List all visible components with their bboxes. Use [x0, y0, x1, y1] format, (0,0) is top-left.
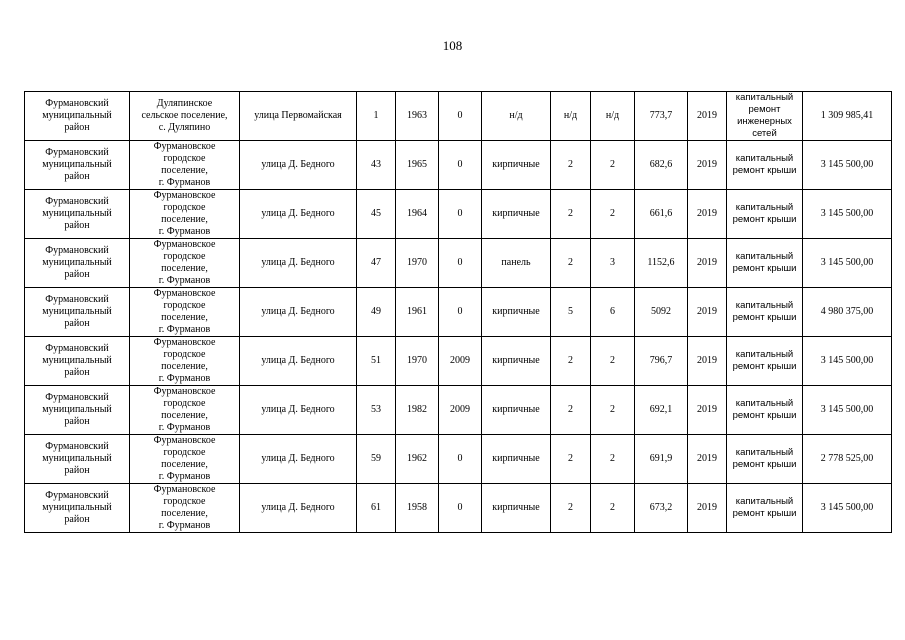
work-type-cell-line: капитальный	[735, 153, 794, 164]
settlement-cell-line: Фурмановское	[153, 435, 216, 446]
area-cell: 5092	[635, 288, 688, 337]
plan-year-cell: 2019	[688, 337, 727, 386]
district-cell	[25, 484, 130, 533]
area-cell: 661,6	[635, 190, 688, 239]
district-cell-line: район	[64, 514, 90, 525]
settlement-cell-line: г. Фурманов	[158, 177, 211, 188]
district-cell-line: муниципальный	[42, 453, 112, 464]
year-overhaul-cell: 0	[439, 141, 482, 190]
district-cell-line: Фурмановский	[45, 392, 109, 403]
settlement-cell-line: г. Фурманов	[158, 324, 211, 335]
table-row	[25, 337, 892, 386]
table-row	[25, 386, 892, 435]
house-number-cell: 59	[357, 435, 396, 484]
district-cell-line: муниципальный	[42, 110, 112, 121]
district-cell-line: муниципальный	[42, 502, 112, 513]
work-type-cell-line: ремонт крыши	[732, 263, 797, 274]
table-row	[25, 92, 892, 141]
house-number-cell: 61	[357, 484, 396, 533]
cost-cell: 2 778 525,00	[803, 435, 892, 484]
district-cell	[25, 141, 130, 190]
settlement-cell-line: г. Фурманов	[158, 520, 211, 531]
work-type-cell-line: инженерных	[737, 116, 792, 127]
settlement-cell-line: поселение,	[161, 361, 208, 372]
work-type-cell-line: капитальный	[735, 202, 794, 213]
year-built-cell: 1964	[396, 190, 439, 239]
cost-cell: 3 145 500,00	[803, 386, 892, 435]
district-cell-line: Фурмановский	[45, 147, 109, 158]
entrances-cell: 2	[591, 337, 635, 386]
settlement-cell-line: Фурмановское	[153, 239, 216, 250]
wall-material-cell: н/д	[482, 92, 551, 141]
district-cell-line: район	[64, 122, 90, 133]
district-cell-line: муниципальный	[42, 257, 112, 268]
street-cell: улица Д. Бедного	[240, 288, 357, 337]
settlement-cell-line: Фурмановское	[153, 190, 216, 201]
year-built-cell: 1958	[396, 484, 439, 533]
wall-material-cell: кирпичные	[482, 190, 551, 239]
floors-cell: 2	[551, 484, 591, 533]
district-cell-line: муниципальный	[42, 306, 112, 317]
settlement-cell	[130, 386, 240, 435]
district-cell	[25, 288, 130, 337]
entrances-cell: 2	[591, 484, 635, 533]
house-number-cell: 49	[357, 288, 396, 337]
district-cell-line: район	[64, 318, 90, 329]
area-cell: 1152,6	[635, 239, 688, 288]
district-cell	[25, 337, 130, 386]
year-built-cell: 1962	[396, 435, 439, 484]
settlement-cell-line: поселение,	[161, 165, 208, 176]
work-type-cell-line: ремонт крыши	[732, 459, 797, 470]
street-cell: улица Первомайская	[240, 92, 357, 141]
settlement-cell	[130, 141, 240, 190]
settlement-cell	[130, 337, 240, 386]
work-type-cell-line: ремонт крыши	[732, 165, 797, 176]
settlement-cell-line: городское	[163, 398, 206, 409]
work-type-cell-line: капитальный	[735, 92, 794, 103]
plan-year-cell: 2019	[688, 386, 727, 435]
year-overhaul-cell: 0	[439, 92, 482, 141]
plan-year-cell: 2019	[688, 141, 727, 190]
street-cell: улица Д. Бедного	[240, 337, 357, 386]
year-built-cell: 1963	[396, 92, 439, 141]
house-number-cell: 1	[357, 92, 396, 141]
floors-cell: 2	[551, 386, 591, 435]
settlement-cell-line: Фурмановское	[153, 386, 216, 397]
plan-year-cell: 2019	[688, 435, 727, 484]
work-type-cell-line: ремонт крыши	[732, 361, 797, 372]
cost-cell: 3 145 500,00	[803, 190, 892, 239]
street-cell: улица Д. Бедного	[240, 386, 357, 435]
settlement-cell-line: Фурмановское	[153, 288, 216, 299]
area-cell: 673,2	[635, 484, 688, 533]
plan-year-cell: 2019	[688, 190, 727, 239]
work-type-cell-line: сетей	[752, 128, 777, 139]
house-number-cell: 53	[357, 386, 396, 435]
settlement-cell-line: г. Фурманов	[158, 373, 211, 384]
settlement-cell-line: городское	[163, 300, 206, 311]
district-cell-line: Фурмановский	[45, 343, 109, 354]
year-overhaul-cell: 0	[439, 435, 482, 484]
settlement-cell-line: Дуляпинское	[156, 98, 213, 109]
table-row	[25, 484, 892, 533]
district-cell-line: Фурмановский	[45, 490, 109, 501]
floors-cell: 5	[551, 288, 591, 337]
district-cell-line: район	[64, 367, 90, 378]
district-cell	[25, 239, 130, 288]
settlement-cell-line: Фурмановское	[153, 141, 216, 152]
settlement-cell-line: поселение,	[161, 459, 208, 470]
area-cell: 691,9	[635, 435, 688, 484]
table-row	[25, 141, 892, 190]
work-type-cell	[727, 288, 803, 337]
settlement-cell-line: г. Фурманов	[158, 471, 211, 482]
area-cell: 773,7	[635, 92, 688, 141]
district-cell-line: муниципальный	[42, 404, 112, 415]
wall-material-cell: панель	[482, 239, 551, 288]
settlement-cell-line: поселение,	[161, 263, 208, 274]
district-cell-line: Фурмановский	[45, 441, 109, 452]
floors-cell: 2	[551, 190, 591, 239]
work-type-cell-line: капитальный	[735, 398, 794, 409]
street-cell: улица Д. Бедного	[240, 141, 357, 190]
work-type-cell-line: ремонт крыши	[732, 214, 797, 225]
area-cell: 682,6	[635, 141, 688, 190]
floors-cell: н/д	[551, 92, 591, 141]
entrances-cell: 2	[591, 386, 635, 435]
settlement-cell	[130, 288, 240, 337]
settlement-cell-line: городское	[163, 447, 206, 458]
settlement-cell-line: поселение,	[161, 214, 208, 225]
settlement-cell-line: с. Дуляпино	[158, 122, 211, 133]
wall-material-cell: кирпичные	[482, 288, 551, 337]
house-number-cell: 43	[357, 141, 396, 190]
entrances-cell: 2	[591, 190, 635, 239]
settlement-cell-line: поселение,	[161, 410, 208, 421]
district-cell-line: Фурмановский	[45, 245, 109, 256]
district-cell	[25, 386, 130, 435]
work-type-cell-line: капитальный	[735, 300, 794, 311]
settlement-cell-line: городское	[163, 153, 206, 164]
work-type-cell	[727, 386, 803, 435]
table-row	[25, 190, 892, 239]
wall-material-cell: кирпичные	[482, 141, 551, 190]
district-cell-line: муниципальный	[42, 159, 112, 170]
work-type-cell-line: капитальный	[735, 496, 794, 507]
district-cell-line: муниципальный	[42, 355, 112, 366]
district-cell-line: район	[64, 220, 90, 231]
settlement-cell-line: городское	[163, 496, 206, 507]
settlement-cell-line: г. Фурманов	[158, 422, 211, 433]
cost-cell: 4 980 375,00	[803, 288, 892, 337]
entrances-cell: 3	[591, 239, 635, 288]
work-type-cell-line: ремонт крыши	[732, 410, 797, 421]
work-type-cell	[727, 190, 803, 239]
plan-year-cell: 2019	[688, 239, 727, 288]
work-type-cell	[727, 435, 803, 484]
year-built-cell: 1961	[396, 288, 439, 337]
work-type-cell	[727, 337, 803, 386]
district-cell	[25, 435, 130, 484]
cost-cell: 3 145 500,00	[803, 239, 892, 288]
year-built-cell: 1970	[396, 337, 439, 386]
entrances-cell: 2	[591, 435, 635, 484]
page-number: 108	[442, 38, 463, 53]
district-cell-line: район	[64, 171, 90, 182]
settlement-cell	[130, 190, 240, 239]
table-row	[25, 435, 892, 484]
year-overhaul-cell: 2009	[439, 386, 482, 435]
year-overhaul-cell: 0	[439, 484, 482, 533]
table-row	[25, 288, 892, 337]
plan-year-cell: 2019	[688, 288, 727, 337]
street-cell: улица Д. Бедного	[240, 435, 357, 484]
district-cell-line: Фурмановский	[45, 294, 109, 305]
settlement-cell-line: Фурмановское	[153, 337, 216, 348]
wall-material-cell: кирпичные	[482, 337, 551, 386]
settlement-cell-line: г. Фурманов	[158, 275, 211, 286]
wall-material-cell: кирпичные	[482, 435, 551, 484]
work-type-cell	[727, 141, 803, 190]
settlement-cell	[130, 239, 240, 288]
year-overhaul-cell: 0	[439, 288, 482, 337]
cost-cell: 3 145 500,00	[803, 141, 892, 190]
work-type-cell-line: ремонт	[748, 104, 781, 115]
floors-cell: 2	[551, 435, 591, 484]
house-number-cell: 45	[357, 190, 396, 239]
year-built-cell: 1970	[396, 239, 439, 288]
work-type-cell-line: капитальный	[735, 251, 794, 262]
settlement-cell-line: городское	[163, 349, 206, 360]
street-cell: улица Д. Бедного	[240, 484, 357, 533]
work-type-cell-line: капитальный	[735, 447, 794, 458]
cost-cell: 3 145 500,00	[803, 337, 892, 386]
settlement-cell-line: поселение,	[161, 312, 208, 323]
wall-material-cell: кирпичные	[482, 386, 551, 435]
district-cell-line: район	[64, 269, 90, 280]
year-overhaul-cell: 0	[439, 190, 482, 239]
year-built-cell: 1965	[396, 141, 439, 190]
house-number-cell: 51	[357, 337, 396, 386]
entrances-cell: н/д	[591, 92, 635, 141]
district-cell	[25, 92, 130, 141]
district-cell	[25, 190, 130, 239]
settlement-cell-line: поселение,	[161, 508, 208, 519]
settlement-cell	[130, 484, 240, 533]
floors-cell: 2	[551, 337, 591, 386]
floors-cell: 2	[551, 239, 591, 288]
district-cell-line: муниципальный	[42, 208, 112, 219]
area-cell: 796,7	[635, 337, 688, 386]
work-type-cell-line: капитальный	[735, 349, 794, 360]
cost-cell: 3 145 500,00	[803, 484, 892, 533]
settlement-cell	[130, 435, 240, 484]
house-number-cell: 47	[357, 239, 396, 288]
table-row	[25, 239, 892, 288]
plan-year-cell: 2019	[688, 484, 727, 533]
district-cell-line: район	[64, 465, 90, 476]
settlement-cell	[130, 92, 240, 141]
settlement-cell-line: городское	[163, 251, 206, 262]
work-type-cell-line: ремонт крыши	[732, 312, 797, 323]
cost-cell: 1 309 985,41	[803, 92, 892, 141]
work-type-cell	[727, 239, 803, 288]
district-cell-line: район	[64, 416, 90, 427]
year-overhaul-cell: 2009	[439, 337, 482, 386]
entrances-cell: 6	[591, 288, 635, 337]
settlement-cell-line: сельское поселение,	[141, 110, 228, 121]
settlement-cell-line: Фурмановское	[153, 484, 216, 495]
entrances-cell: 2	[591, 141, 635, 190]
year-built-cell: 1982	[396, 386, 439, 435]
street-cell: улица Д. Бедного	[240, 190, 357, 239]
plan-year-cell: 2019	[688, 92, 727, 141]
work-type-cell	[727, 484, 803, 533]
settlement-cell-line: г. Фурманов	[158, 226, 211, 237]
district-cell-line: Фурмановский	[45, 196, 109, 207]
floors-cell: 2	[551, 141, 591, 190]
work-type-cell-line: ремонт крыши	[732, 508, 797, 519]
area-cell: 692,1	[635, 386, 688, 435]
settlement-cell-line: городское	[163, 202, 206, 213]
district-cell-line: Фурмановский	[45, 98, 109, 109]
housing-registry-table	[24, 91, 892, 533]
wall-material-cell: кирпичные	[482, 484, 551, 533]
year-overhaul-cell: 0	[439, 239, 482, 288]
work-type-cell	[727, 92, 803, 141]
street-cell: улица Д. Бедного	[240, 239, 357, 288]
